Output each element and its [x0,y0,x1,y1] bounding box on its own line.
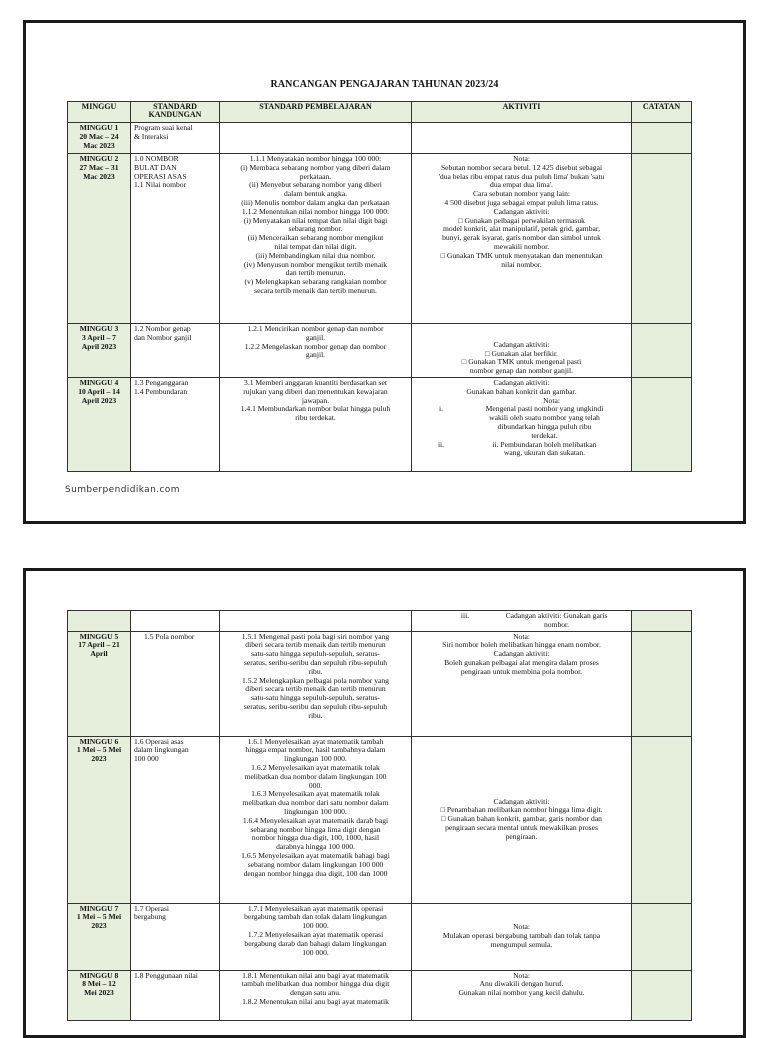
catatan-cell [632,123,692,154]
table-row [68,903,692,970]
aktiviti-cell: Nota: Anu diwakili dengan huruf. Gunakan nilai nombor yang kecil dahulu. [412,970,632,1020]
header-catatan: CATATAN [632,102,692,123]
document-title: RANCANGAN PENGAJARAN TAHUNAN 2023/24 [270,79,499,90]
standard-kandungan-cell: 1.3 Penganggaran 1.4 Pembundaran [131,378,220,472]
standard-pembelajaran-cell: 1.7.1 Menyelesaikan ayat matematik operasi bergabung tambah dan tolak dalam lingkungan 100 000. 1.7.2 Menyelesaikan ayat matematik operasi bergabung darab dan bahagi dalam lingkungan 100 000. [220,903,412,970]
catatan-cell [632,970,692,1020]
week-cell: MINGGU 2 27 Mac – 31 Mac 2023 [68,154,131,324]
catatan-cell [632,611,692,632]
standard-pembelajaran-cell [220,611,412,632]
aktiviti-cell: Cadangan aktiviti: □ Penambahan melibatkan nombor hingga lima digit. □ Gunakan bahan konkrit, gambar, garis nombor dan pengiraan secara mental untuk mewakilkan proses pengiraan. [412,736,632,903]
standard-kandungan-cell: 1.7 Operasi bergabung [131,903,220,970]
aktiviti-cell: Cadangan aktiviti: Gunakan bahan konkrit dan gambar. Nota: i. Mengenal pasti nombor yang ungkindi wakili oleh suatu nombor yang telah dibundarkan hingga puluh ribu terdekat. ii. ii. Pembundaran boleh melibatkan wang, ukuran dan sukatan. [412,378,632,472]
document-page-1 [23,20,746,524]
note-item: iii. Cadangan aktiviti: Gunakan garis nombor. [460,611,608,629]
week-cell: MINGGU 5 17 April – 21 April [68,631,131,736]
table-row [68,631,692,736]
catatan-cell [632,736,692,903]
standard-pembelajaran-cell: 1.8.1 Menentukan nilai anu bagi ayat matematik tambah melibatkan dua nombor hingga dua digit dengan satu anu. 1.8.2 Menentukan nilai anu bagi ayat matematik [220,970,412,1020]
standard-pembelajaran-cell: 1.6.1 Menyelesaikan ayat matematik tambah hingga empat nombor, hasil tambahnya dalam lingkungan 100 000. 1.6.2 Menyelesaikan ayat matematik tolak melibatkan dua nombor dalam lingkungan 100 000. 1.6.3 Menyelesaikan ayat matematik tolak melibatkan dua nombor dari satu nombor dalam lingkungan 100 000. 1.6.4 Menyelesaikan ayat matematik darab bagi sebarang nombor hingga lima digit dengan nombor hingga dua digit, 100, 1000, hasil darabnya hingga 100 000. 1.6.5 Menyelesaikan ayat matematik bahagi bagi sebarang nombor dalam lingkungan 100 000 dengan nombor hingga dua digit, 100 dan 1000 [220,736,412,903]
standard-kandungan-cell: Program suai kenal & Interaksi [131,123,220,154]
standard-kandungan-cell: 1.5 Pola nombor [131,631,220,736]
table-row [68,611,692,632]
aktiviti-cell [412,123,632,154]
standard-kandungan-cell: 1.0 NOMBOR BULAT DAN OPERASI ASAS 1.1 Nilai nombor [131,154,220,324]
table-row [68,123,692,154]
standard-pembelajaran-cell: 3.1 Memberi anggaran kuantiti berdasarkan set rujukan yang diberi dan menentukan kewajaran jawapan. 1.4.1 Membundarkan nombor bulat hingga puluh ribu terdekat. [220,378,412,472]
week-cell: MINGGU 7 1 Mei – 5 Mei 2023 [68,903,131,970]
week-cell: MINGGU 4 10 April – 14 April 2023 [68,378,131,472]
catatan-cell [632,154,692,324]
catatan-cell [632,324,692,378]
standard-kandungan-cell: 1.6 Operasi asas dalam lingkungan 100 000 [131,736,220,903]
table-row [68,324,692,378]
week-cell [68,611,131,632]
table-row [68,154,692,324]
document-page-2 [23,568,746,1038]
table-row [68,378,692,472]
catatan-cell [632,631,692,736]
aktiviti-cell: Nota: Sebutan nombor secara betul. 12 425 disebut sebagai 'dua belas ribu empat ratus dua puluh lima' bukan 'satu dua empat dua lima'. Cara sebutan nombor yang lain: 4 500 disebut juga sebagai empat puluh lima ratus. Cadangan aktiviti: □ Gunakan pelbagai perwakilan termasuk model konkrit, alat manipulatif, petak grid, gambar, bunyi, gerak isyarat, garis nombor dan simbol untuk mewakili nombor. □ Gunakan TMK untuk menyatakan dan menentukan nilai nombor. [412,154,632,324]
catatan-cell [632,903,692,970]
header-minggu: MINGGU [68,102,131,123]
standard-pembelajaran-cell: 1.1.1 Menyatakan nombor hingga 100 000: (i) Membaca sebarang nombor yang diberi dalam perkataan. (ii) Menyebut sebarang nombor yang diberi dalam bentuk angka. (iii) Menulis nombor dalam angka dan perkataan 1.1.2 Menentukan nilai nombor hingga 100 000: (i) Menyatakan nilai tempat dan nilai digit bagi sebarang nombor. (ii) Menceraikan sebarang nombor mengikut nilai tempat dan nilai digit. (iii) Membandingkan nilai dua nombor. (iv) Menyusun nombor mengikut tertib menaik dan tertib menurun. (v) Melengkapkan sebarang rangkaian nombor secara tertib menaik dan tertib menurun. [220,154,412,324]
header-standard-pembelajaran: STANDARD PEMBELAJARAN [220,102,412,123]
rpt-table-2 [67,610,692,1021]
week-cell: MINGGU 8 8 Mei – 12 Mei 2023 [68,970,131,1020]
standard-kandungan-cell: 1.8 Penggunaan nilai [131,970,220,1020]
table-row [68,736,692,903]
header-standard-kandungan: STANDARD KANDUNGAN [131,102,220,123]
footer-website: Sumberpendidikan.com [65,485,180,495]
week-cell: MINGGU 3 3 April – 7 April 2023 [68,324,131,378]
aktiviti-cell [412,611,632,632]
week-cell: MINGGU 6 1 Mei – 5 Mei 2023 [68,736,131,903]
note-item: i. Mengenal pasti nombor yang ungkindi wakili oleh suatu nombor yang telah dibundarkan hingga puluh ribu terdekat. [438,404,604,440]
header-aktiviti: AKTIVITI [412,102,632,123]
table-header-row [68,102,692,123]
aktiviti-cell: Nota: Mulakan operasi bergabung tambah dan tolak tanpa mengumpul semula. [412,903,632,970]
standard-pembelajaran-cell: 1.2.1 Mencirikan nombor genap dan nombor ganjil. 1.2.2 Mengelaskan nombor genap dan nombor ganjil. [220,324,412,378]
aktiviti-cell: Cadangan aktiviti: □ Gunakan alat berfikir. □ Gunakan TMK untuk mengenal pasti nombor genap dan nombor ganjil. [412,324,632,378]
catatan-cell [632,378,692,472]
standard-pembelajaran-cell [220,123,412,154]
note-item: ii. ii. Pembundaran boleh melibatkan wang, ukuran dan sukatan. [437,439,597,458]
standard-kandungan-cell: 1.2 Nombor genap dan Nombor ganjil [131,324,220,378]
week-cell: MINGGU 1 20 Mac – 24 Mac 2023 [68,123,131,154]
rpt-table-1 [67,101,692,472]
aktiviti-cell: Nota: Siri nombor boleh melibatkan hingga enam nombor. Cadangan aktiviti: Boleh gunakan pelbagai alat mengira dalam proses pengiraan untuk membina pola nombor. [412,631,632,736]
table-row [68,970,692,1020]
standard-kandungan-cell [131,611,220,632]
standard-pembelajaran-cell: 1.5.1 Mengenal pasti pola bagi siri nombor yang diberi secara tertib menaik dan tertib menurun satu-satu hingga sepuluh-sepuluh, seratus- seratus, seribu-seribu dan sepuluh ribu-sepuluh ribu. 1.5.2 Melengkapkan pelbagai pola nombor yang diberi secara tertib menaik dan tertib menurun satu-satu hingga sepuluh-sepuluh, seratus- seratus, seribu-seribu dan sepuluh ribu-sepuluh ribu. [220,631,412,736]
